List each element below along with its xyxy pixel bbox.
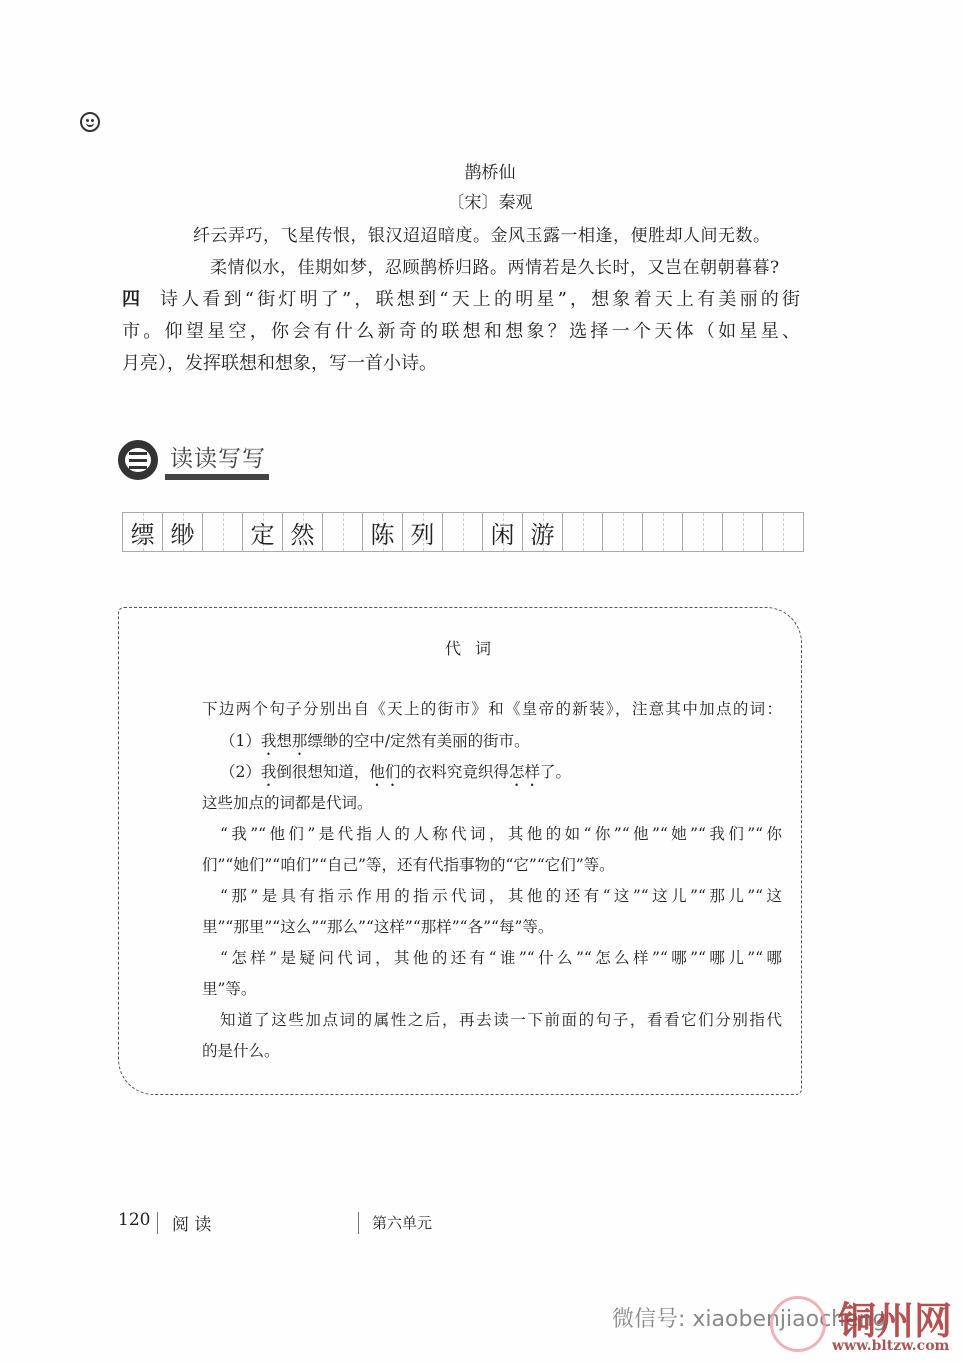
text-run: 想: [276, 732, 292, 750]
question-line: 月亮），发挥联想和想象，写一首小诗。: [122, 353, 437, 374]
grid-char: 定: [250, 520, 275, 549]
grid-char: 陈: [370, 520, 395, 549]
grid-cell: [563, 513, 603, 551]
question-line: 市。仰望星空，你会有什么新奇的联想和想象？选择一个天体（如星星、: [122, 321, 800, 342]
poem-line: 柔情似水，佳期如梦，忍顾鹊桥归路。两情若是久长时，又岂在朝朝暮暮?: [210, 258, 780, 278]
section-underline: [165, 474, 269, 480]
text-run: 这些加点的词都是代词。: [202, 794, 373, 812]
grid-cell: [363, 513, 403, 551]
text-run: 倒很想知道，: [276, 763, 370, 781]
dotted-pronoun: 我: [260, 763, 277, 781]
grid-cell: [243, 513, 283, 551]
grid-cell: [763, 513, 803, 551]
dotted-pronoun: 那: [291, 732, 308, 750]
page-number: 120: [118, 1210, 151, 1230]
text-run: 们”“她们”“咱们”“自己”等，还有代指事物的“它”“它们”等。: [202, 856, 615, 874]
text-run: 里”“那里”“这么”“那么”“这样”“那样”“各”“每”等。: [202, 918, 554, 936]
grid-cell: [603, 513, 643, 551]
grid-cell: [443, 513, 483, 551]
text-run: 缥缈的空中/定然有美丽的街市。: [307, 732, 530, 750]
grid-cell: [323, 513, 363, 551]
text-run: 的衣料究竟织得: [400, 763, 509, 781]
grid-char: 游: [530, 520, 555, 549]
box-line: [202, 697, 782, 719]
text-run: 的是什么。: [202, 1042, 280, 1060]
text-run: 下边两个句子分别出自《天上的街市》和《皇帝的新装》，注意其中加点的词：: [202, 700, 782, 718]
footer-section: 阅 读: [172, 1215, 212, 1235]
grid-cell: [123, 513, 163, 551]
text-run: （1）: [220, 732, 261, 750]
question-line: 诗人看到“街灯明了”，联想到“天上的明星”，想象着天上有美丽的街: [160, 289, 800, 310]
box-line: [202, 1039, 782, 1061]
dotted-pronoun: 他们: [369, 763, 401, 781]
grid-cell: [403, 513, 443, 551]
divider: [157, 1212, 158, 1234]
site-url: www.bltzw.com: [832, 1338, 950, 1354]
text-run: “那”是具有指示作用的指示代词，其他的还有“这”“这儿”“那儿”“这: [220, 887, 782, 905]
box-line: [202, 791, 782, 813]
box-line: [202, 915, 782, 937]
divider: [358, 1212, 359, 1234]
footer-unit: 第六单元: [372, 1214, 433, 1232]
grid-cell: [163, 513, 203, 551]
grid-cell: [483, 513, 523, 551]
grid-cell: [523, 513, 563, 551]
box-line: [220, 729, 782, 759]
text-run: 里”等。: [202, 980, 257, 998]
grid-char: 缈: [170, 520, 195, 549]
grid-char: 缥: [130, 520, 155, 549]
box-line: [220, 884, 782, 906]
wechat-watermark: 微信号: xiaobenjiaocheng: [612, 1307, 887, 1332]
dotted-pronoun: 我: [260, 732, 277, 750]
box-line: [202, 977, 782, 999]
grid-cell: [683, 513, 723, 551]
box-line: [220, 1008, 782, 1030]
grid-cell: [723, 513, 763, 551]
smiley-icon: [80, 112, 100, 132]
box-line: [202, 853, 782, 875]
grid-cell: [283, 513, 323, 551]
section-three-icon: [118, 440, 158, 480]
section-title: 读读写写: [170, 446, 266, 472]
box-line: [220, 760, 782, 790]
dotted-pronoun: 怎样: [508, 763, 540, 781]
text-run: 知道了这些加点词的属性之后，再去读一下前面的句子，看看它们分别指代: [220, 1011, 782, 1029]
text-run: “我”“他们”是代指人的人称代词，其他的如“你”“他”“她”“我们”“你: [220, 825, 782, 843]
text-run: “怎样”是疑问代词，其他的还有“谁”“什么”“怎么样”“哪”“哪儿”“哪: [220, 949, 782, 967]
poem-author: 〔宋〕秦观: [447, 193, 533, 213]
box-line: [220, 946, 782, 968]
writing-grid: [122, 512, 804, 552]
grid-char: 列: [410, 520, 435, 549]
box-line: [220, 822, 782, 844]
poem-title: 鹊桥仙: [464, 163, 516, 183]
text-run: 了。: [539, 763, 571, 781]
poem-line: 纤云弄巧，飞星传恨，银汉迢迢暗度。金风玉露一相逢，便胜却人间无数。: [193, 226, 771, 246]
grid-cell: [643, 513, 683, 551]
site-logo-seal: [770, 1296, 826, 1352]
grid-char: 闲: [490, 520, 515, 549]
grid-cell: [203, 513, 243, 551]
question-number: 四: [122, 289, 140, 310]
box-title: 代词: [444, 639, 505, 658]
text-run: （2）: [220, 763, 261, 781]
grid-char: 然: [290, 520, 315, 549]
site-watermark: 铜州网: [838, 1299, 953, 1343]
